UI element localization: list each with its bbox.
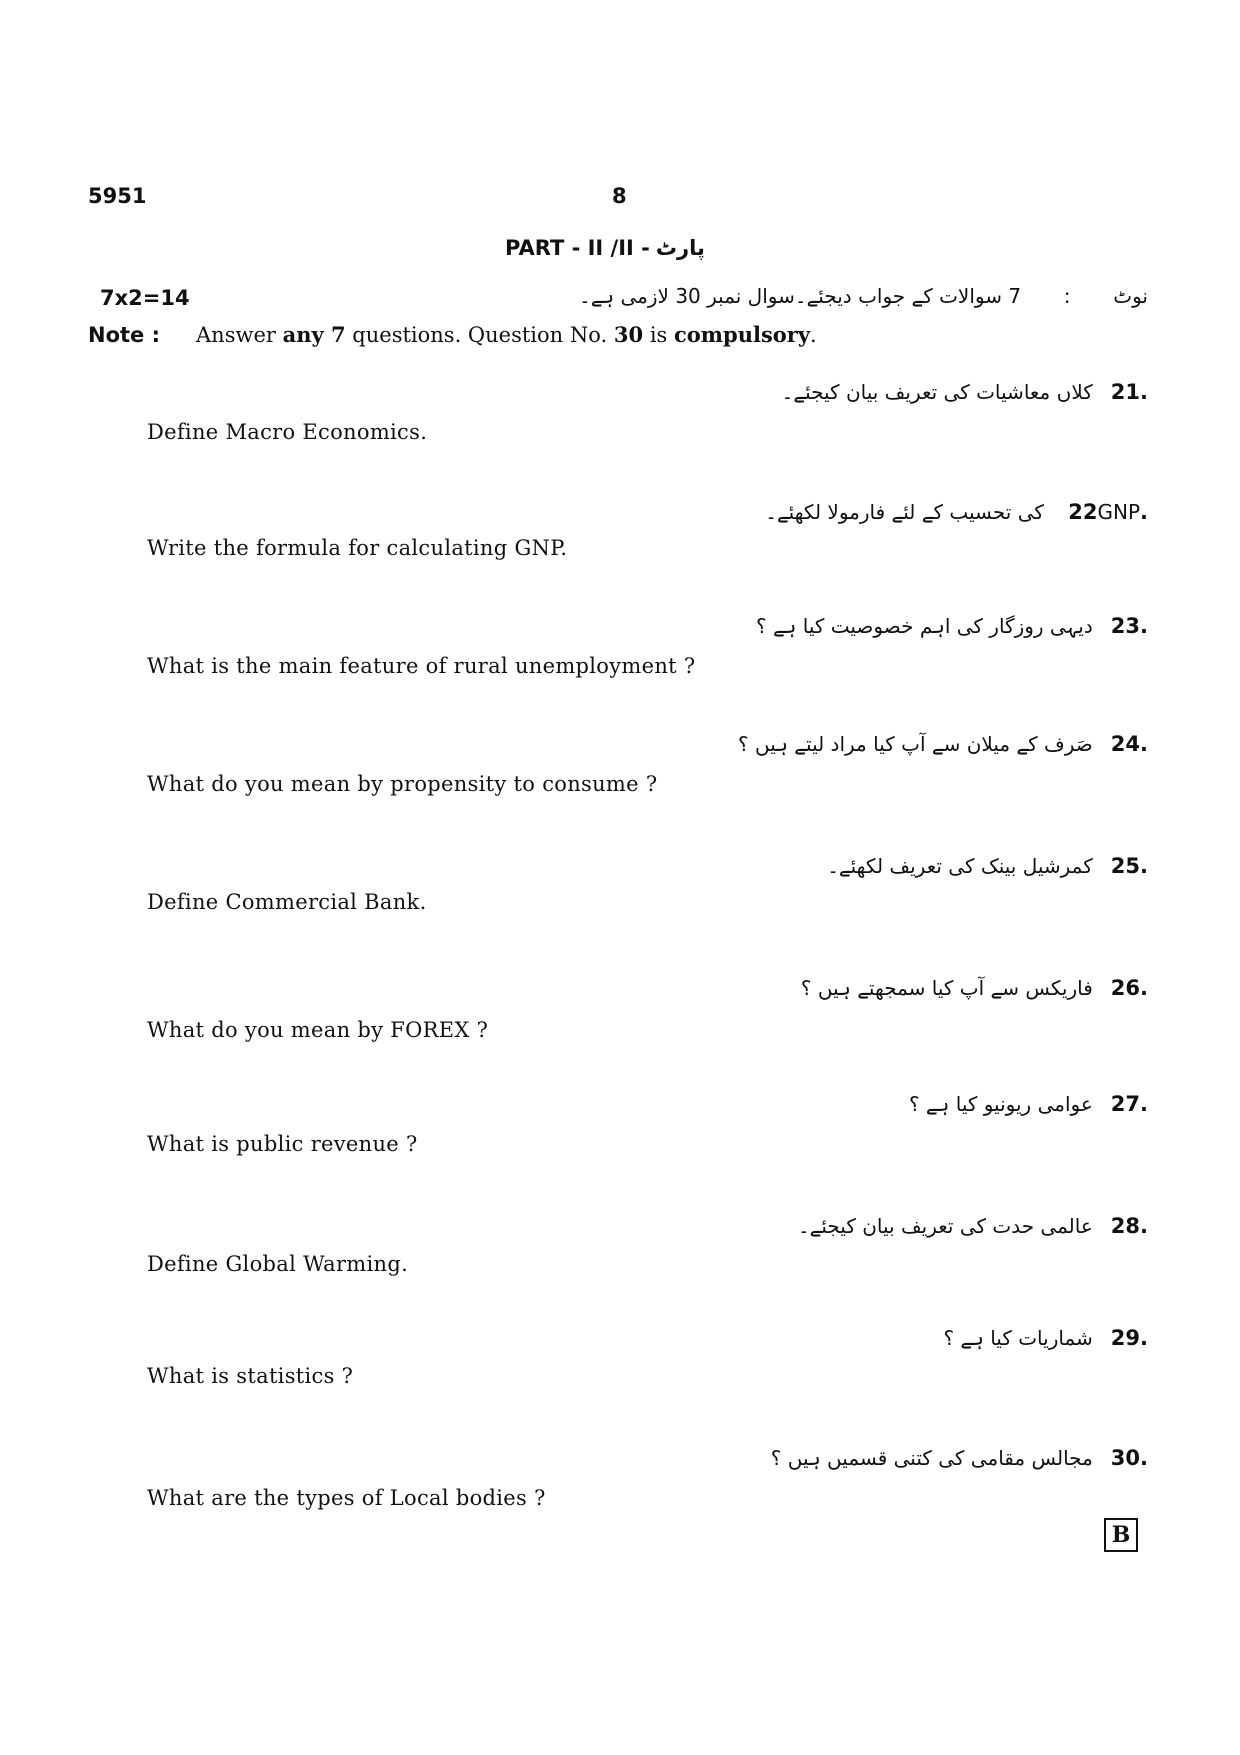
question-number: .25 — [1110, 854, 1148, 878]
page-number: 8 — [612, 184, 627, 208]
note-text — [196, 323, 817, 347]
english-note — [88, 322, 817, 347]
question-28-english: Define Global Warming. — [147, 1252, 409, 1276]
note-end: . — [810, 323, 817, 347]
note-compulsory: compulsory — [674, 322, 811, 347]
question-urdu-text: کمرشیل بینک کی تعریف لکھئے۔ — [827, 854, 1093, 878]
question-22-urdu — [765, 500, 1148, 524]
urdu-note-colon: : — [1063, 284, 1071, 308]
question-urdu-text: عوامی ریونیو کیا ہے ؟ — [908, 1092, 1093, 1116]
urdu-note-text: 7 سوالات کے جواب دیجئے۔سوال نمبر 30 لازمی ہے۔ — [578, 284, 1022, 308]
marks-allocation: 7x2=14 — [100, 286, 190, 310]
question-26-urdu — [801, 976, 1148, 1000]
question-22-english: Write the formula for calculating GNP. — [147, 536, 568, 560]
question-number: .23 — [1110, 614, 1148, 638]
question-urdu-text: عالمی حدت کی تعریف بیان کیجئے۔ — [797, 1214, 1093, 1238]
question-urdu-text: فاریکس سے آپ کیا سمجھتے ہیں ؟ — [800, 976, 1093, 1000]
set-code-box: B — [1104, 1518, 1138, 1552]
question-urdu-text: صَرف کے میلان سے آپ کیا مراد لیتے ہیں ؟ — [738, 732, 1093, 756]
question-21-urdu — [782, 380, 1148, 404]
question-28-urdu — [798, 1214, 1148, 1238]
question-urdu-text: شماریات کیا ہے ؟ — [943, 1326, 1093, 1350]
question-number: .24 — [1110, 732, 1148, 756]
paper-code: 5951 — [88, 184, 147, 208]
question-26-english: What do you mean by FOREX ? — [147, 1018, 489, 1042]
note-text-part1: Answer — [196, 323, 276, 347]
question-urdu-text: کلاں معاشیات کی تعریف بیان کیجئے۔ — [781, 380, 1093, 404]
question-27-urdu — [909, 1092, 1148, 1116]
note-text-part2: questions. Question No. — [352, 323, 608, 347]
question-urdu-text: دیہی روزگار کی اہم خصوصیت کیا ہے ؟ — [755, 614, 1093, 638]
question-number: .22 — [1068, 500, 1148, 524]
question-number: .27 — [1110, 1092, 1148, 1116]
question-30-urdu — [771, 1446, 1148, 1470]
urdu-note — [579, 284, 1148, 308]
question-21-english: Define Macro Economics. — [147, 420, 428, 444]
question-23-urdu — [756, 614, 1148, 638]
urdu-note-label: نوٹ — [1113, 284, 1148, 308]
question-30-english: What are the types of Local bodies ? — [147, 1486, 546, 1510]
note-question-30: 30 — [613, 322, 644, 347]
question-number: .28 — [1110, 1214, 1148, 1238]
question-number: .26 — [1110, 976, 1148, 1000]
question-29-english: What is statistics ? — [147, 1364, 354, 1388]
question-number: .30 — [1110, 1446, 1148, 1470]
part-title-urdu: پارٹ — [655, 236, 705, 260]
note-text-part3: is — [649, 323, 668, 347]
question-urdu-text: مجالس مقامی کی کتنی قسمیں ہیں ؟ — [770, 1446, 1093, 1470]
part-title — [505, 236, 705, 260]
question-number: .21 — [1110, 380, 1148, 404]
question-urdu-text: GNP کی تحسیب کے لئے فارمولا لکھئے۔ — [765, 500, 1141, 524]
note-label: Note : — [88, 323, 160, 347]
question-24-english: What do you mean by propensity to consume ? — [147, 772, 658, 796]
question-number: .29 — [1110, 1326, 1148, 1350]
question-23-english: What is the main feature of rural unemployment ? — [147, 654, 696, 678]
part-title-english: PART - II /II - — [505, 236, 650, 260]
question-25-english: Define Commercial Bank. — [147, 890, 427, 914]
question-24-urdu — [738, 732, 1148, 756]
question-27-english: What is public revenue ? — [147, 1132, 418, 1156]
question-25-urdu — [827, 854, 1148, 878]
note-any-7: any 7 — [282, 322, 346, 347]
question-29-urdu — [943, 1326, 1148, 1350]
